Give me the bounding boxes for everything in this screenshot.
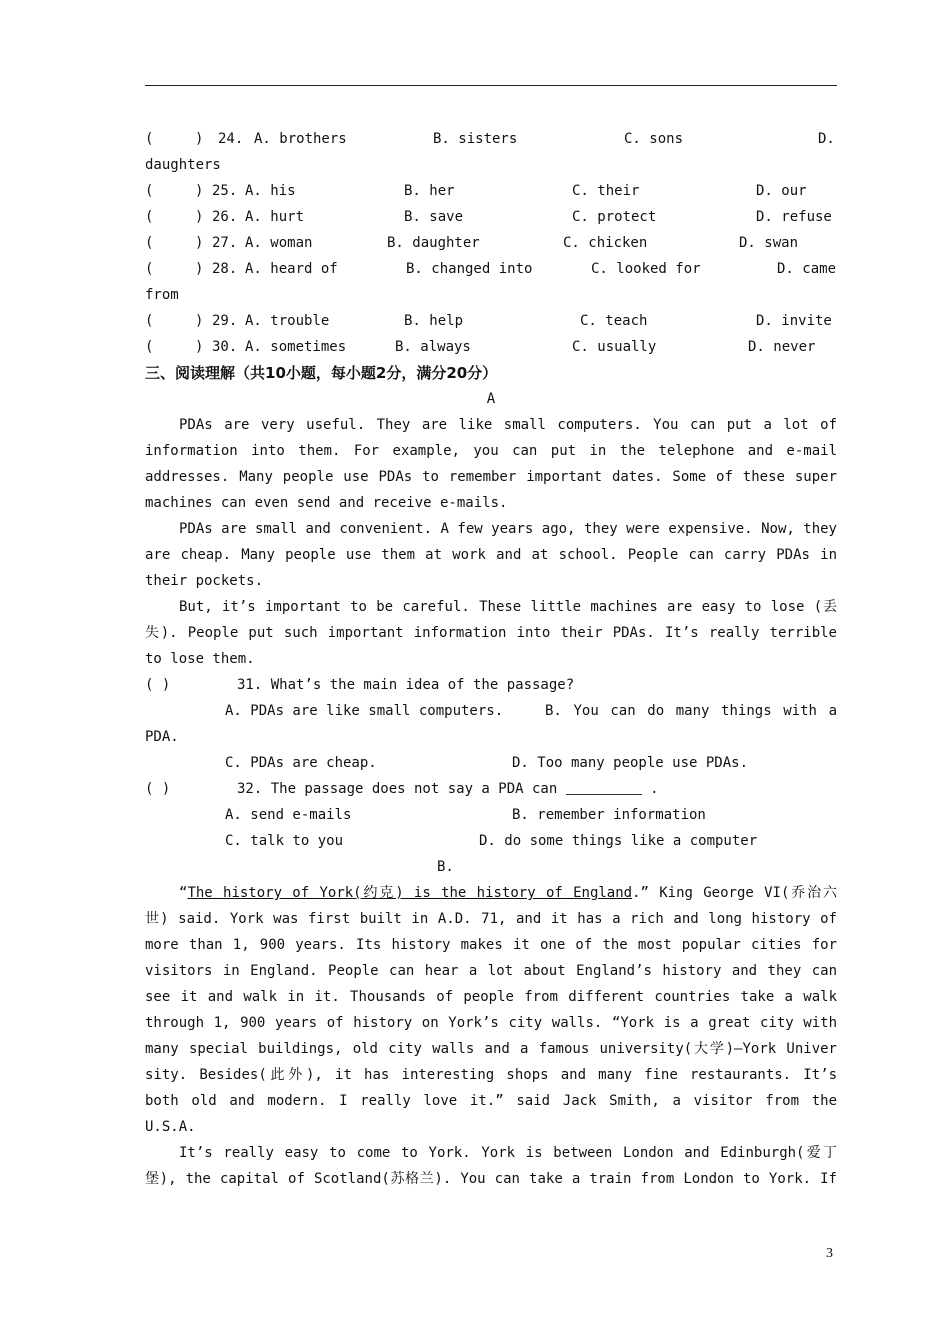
header-rule [145,85,837,86]
passage-line: U.S.A. [145,1119,196,1135]
passage-line: addresses. Many people use PDAs to remember important dates. Some of these super [145,469,837,485]
question-wrap: PDA. [145,729,179,745]
passage-line: sity. Besides(此外), it has interesting shops and many fine restaurants. It’s [145,1067,837,1083]
passage-line: their pockets. [145,573,264,589]
passage-line: 堡), the capital of Scotland(苏格兰). You can take a train from London to York. If [145,1171,837,1187]
passage-line: visitors in England. People can hear a lot about England’s history and they can [145,963,837,979]
question-32-stem: ( ) 32. The passage does not say a PDA can . [145,776,837,802]
passage-line: “The history of York(约克) is the history of England.” King George VI(乔治六 [179,885,837,901]
question-row: ( ) 27. A. woman B. daughter C. chicken D. swan [145,235,799,251]
question-32-options-ab: A. send e-mails B. remember information [225,807,706,823]
question-wrap: daughters [145,157,221,173]
question-row: ( ) 29. A. trouble B. help C. teach D. invite [145,313,832,329]
passage-line: information into them. For example, you can put in the telephone and e-mail [145,443,837,459]
page-number: 3 [826,1246,833,1261]
passage-line: more than 1, 900 years. Its history makes it one of the most popular cities for [145,937,837,953]
passage-line: PDAs are very useful. They are like small computers. You can put a lot of [179,417,837,433]
passage-a-label: A [486,391,496,407]
underlined-quote: The history of York(约克) is the history of England [187,885,633,901]
question-31-options-cd: C. PDAs are cheap. D. Too many people use PDAs. [225,755,749,771]
page-content [145,126,837,1192]
passage-line: PDAs are small and convenient. A few years ago, they were expensive. Now, they [179,521,837,537]
passage-line: are cheap. Many people use them at work and at school. People can carry PDAs in [145,547,837,563]
question-row: ( ) 28. A. heard of B. changed into C. looked for D. came [145,261,837,277]
passage-line: through 1, 900 years of history on York’s city walls. “York is a great city with [145,1015,837,1031]
passage-line: both old and modern. I really love it.” said Jack Smith, a visitor from the [145,1093,837,1109]
section-heading: 三、阅读理解（共10小题，每小题2分，满分20分） [145,364,498,382]
question-row: ( ) 30. A. sometimes B. always C. usually D. never [145,339,816,355]
question-wrap: from [145,287,179,303]
question-31-options-ab: A. PDAs are like small computers. B. You can do many things with a [225,703,837,719]
passage-line: to lose them. [145,651,255,667]
passage-line: see it and walk in it. Thousands of people from different countries take a walk [145,989,837,1005]
passage-line: But, it’s important to be careful. These little machines are easy to lose (丢 [179,599,837,615]
passage-b-label: B. [437,859,454,875]
passage-line: 失). People put such important information into their PDAs. It’s really terrible [145,625,837,641]
question-row: ( ) 26. A. hurt B. save C. protect D. refuse [145,209,832,225]
passage-line: 世) said. York was first built in A.D. 71, and it has a rich and long history of [145,911,837,927]
passage-line: It’s really easy to come to York. York is between London and Edinburgh(爱丁 [179,1145,837,1161]
passage-line: machines can even send and receive e-mails. [145,495,508,511]
question-31-stem: ( ) 31. What’s the main idea of the passage? [145,677,575,693]
passage-line: many special buildings, old city walls and a famous university(大学)—York Univer [145,1041,837,1057]
answer-blank [566,778,642,795]
question-row: ( ) 24. A. brothers B. sisters C. sons D. [145,131,835,147]
question-row: ( ) 25. A. his B. her C. their D. our [145,183,807,199]
question-32-options-cd: C. talk to you D. do some things like a computer [225,833,758,849]
